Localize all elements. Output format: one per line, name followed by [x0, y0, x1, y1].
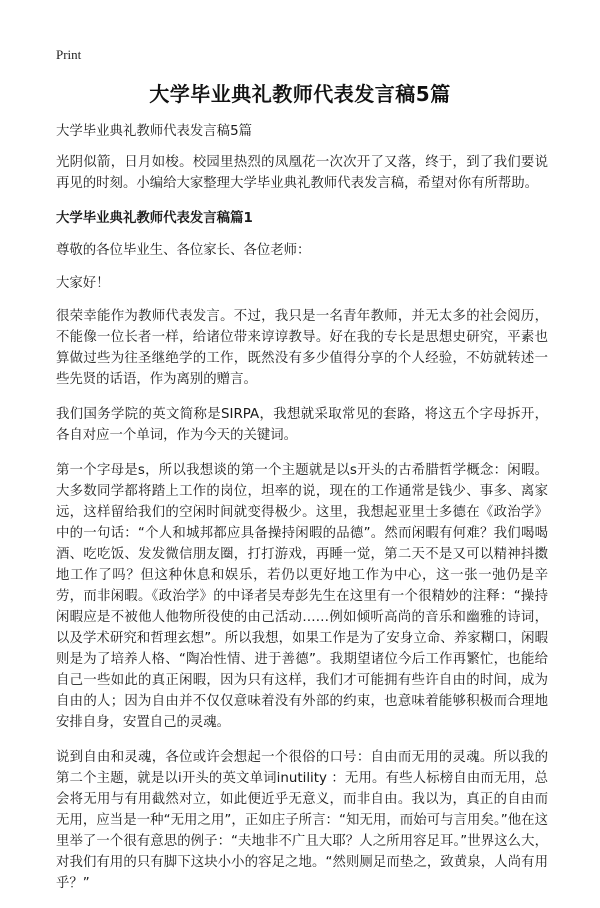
section-heading: 大学毕业典礼教师代表发言稿篇1 [56, 211, 253, 226]
article-body [56, 121, 548, 908]
intro-paragraph: 光阴似箭，日月如梭。校园里热烈的凤凰花一次次开了又落，终于，到了我们要说再见的时刻。小编给大家整理大学毕业典礼教师代表发言稿，希望对你有所帮助。 [56, 155, 548, 191]
body-paragraph: 很荣幸能作为教师代表发言。不过，我只是一名青年教师，并无太多的社会阅历，不能像一位长者一样，给诸位带来谆谆教导。好在我的专长是思想史研究，平素也算做过些为往圣继绝学的工作，既然没有多少值得分享的个人经验，不妨就转述一些先贤的话语，作为离别的赠言。 [56, 309, 548, 387]
body-paragraph: 我们国务学院的英文简称是SIRPA，我想就采取常见的套路，将这五个字母拆开，各自对应一个单词，作为今天的关键词。 [56, 407, 548, 443]
page-title: 大学毕业典礼教师代表发言稿5篇 [149, 82, 451, 106]
print-link[interactable]: Print [56, 47, 82, 62]
body-paragraph: 说到自由和灵魂，各位或许会想起一个很俗的口号：自由而无用的灵魂。所以我的第二个主题，就是以i开头的英文单词inutility ：无用。有些人标榜自由而无用，总会将无用与有用截然对立，如此便近乎无意义，而非自由。我以为，真正的自由而无用，应当是一种“无用之用”，正如庄子所言：“知无用，而始可与言用矣。”他在这里举了一个很有意思的例子：“夫地非不广且大耶？人之所用容足耳。”世界这么大，对我们有用的只有脚下这块小小的容足之地。“然则厕足而垫之，致黄泉，人尚有用乎？” [56, 750, 548, 891]
greeting: 大家好！ [56, 276, 110, 291]
salutation: 尊敬的各位毕业生、各位家长、各位老师： [56, 243, 311, 258]
article-subtitle: 大学毕业典礼教师代表发言稿5篇 [56, 124, 252, 139]
body-paragraph: 第一个字母是s，所以我想谈的第一个主题就是以s开头的古希腊哲学概念：闲暇。大多数同学都将踏上工作的岗位，坦率的说，现在的工作通常是钱少、事多、离家远，这样留给我们的空闲时间就变得极少。这里，我想起亚里士多德在《政治学》中的一句话：“个人和城邦都应具备操持闲暇的品德”。然而闲暇有何难？我们喝喝酒、吃吃饭、发发微信朋友圈，打打游戏，再睡一觉，第二天不是又可以精神抖擞地工作了吗？但这种休息和娱乐，若仍以更好地工作为中心，这一张一弛仍是辛劳，而非闲暇。《政治学》的中译者吴寿彭先生在这里有一个很精妙的注释：“操持闲暇应是不被他人他物所役使的由己活动……例如倾听高尚的音乐和幽雅的诗词，以及学术研究和哲理玄想”。所以我想，如果工作是为了安身立命、养家糊口，闲暇则是为了培养人格、“陶冶性情、进于善德”。我期望诸位今后工作再繁忙，也能给自己一些如此的真正闲暇，因为只有这样，我们才可能拥有些许自由的时间，成为自由的人；因为自由并不仅仅意味着没有外部的约束，也意味着能够积极而合理地安排自身，安置自己的灵魂。 [56, 463, 548, 730]
